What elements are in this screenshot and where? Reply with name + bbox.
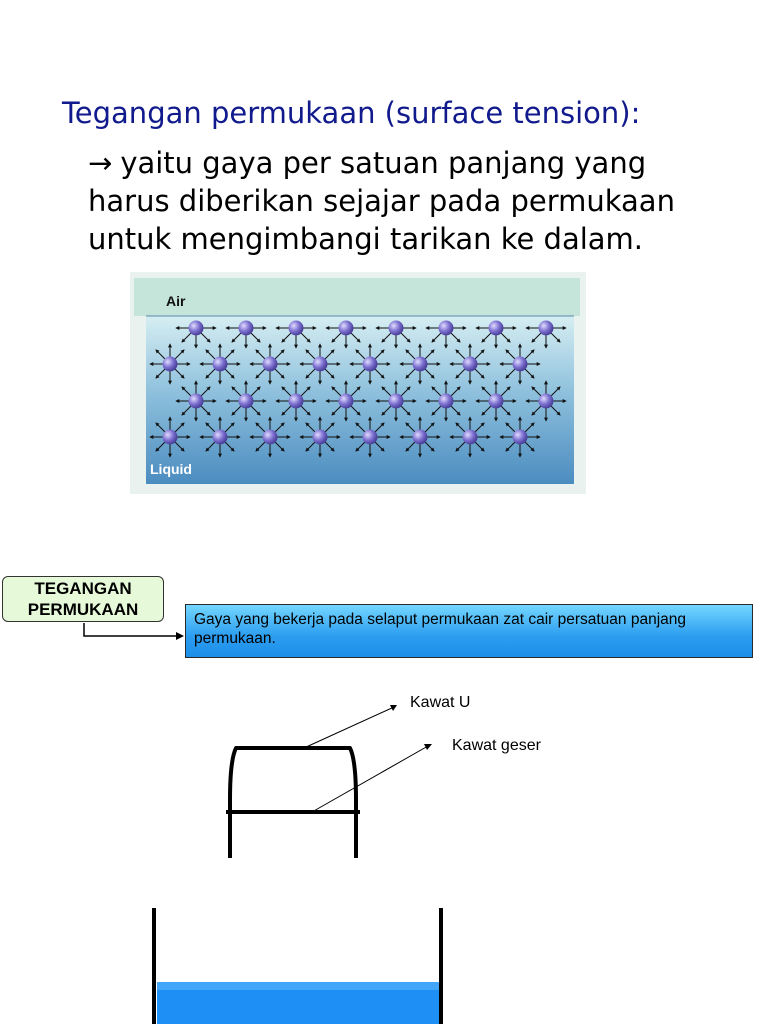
molecule	[450, 344, 490, 384]
label-u-wire: Kawat U	[410, 694, 471, 711]
molecule-sphere	[489, 321, 504, 336]
molecule	[500, 417, 540, 457]
molecule	[476, 381, 516, 421]
molecule-sphere	[163, 357, 178, 372]
molecule-sphere	[313, 430, 328, 445]
molecule-sphere	[339, 394, 354, 409]
molecule-sphere	[363, 430, 378, 445]
liquid-label: Liquid	[150, 461, 192, 477]
molecule-sphere	[513, 430, 528, 445]
molecule-sphere	[463, 357, 478, 372]
pointer-slide-wire	[312, 746, 428, 812]
molecule-sphere	[313, 357, 328, 372]
molecule	[350, 417, 390, 457]
label-slide-wire: Kawat geser	[452, 737, 541, 754]
molecule	[526, 381, 566, 421]
molecule-sphere	[413, 357, 428, 372]
molecule	[400, 344, 440, 384]
molecule-sphere	[339, 321, 354, 336]
molecule-sphere	[163, 430, 178, 445]
molecule	[450, 417, 490, 457]
air-label: Air	[166, 293, 186, 309]
molecule	[350, 344, 390, 384]
arrow-right-icon: →	[88, 146, 113, 180]
molecule-sphere	[189, 321, 204, 336]
molecule-sphere	[539, 321, 554, 336]
air-band	[134, 278, 580, 316]
molecule-sphere	[289, 321, 304, 336]
definition-line-2: harus diberikan sejajar pada permukaan	[88, 184, 675, 218]
molecule-sphere	[263, 357, 278, 372]
molecule-sphere	[389, 394, 404, 409]
molecule-sphere	[239, 321, 254, 336]
molecule-sphere	[263, 430, 278, 445]
molecule-sphere	[213, 430, 228, 445]
molecule	[500, 344, 540, 384]
molecule	[200, 344, 240, 384]
definition-line-3: untuk mengimbangi tarikan ke dalam.	[88, 222, 644, 256]
molecule-sphere	[189, 394, 204, 409]
molecule	[200, 417, 240, 457]
molecule-sphere	[439, 394, 454, 409]
u-wire	[230, 748, 356, 858]
tag-connector	[84, 623, 182, 636]
molecule-diagram	[130, 272, 586, 494]
molecule-sphere	[489, 394, 504, 409]
pointer-slide-wire-arrowhead	[424, 744, 432, 750]
molecule	[276, 381, 316, 421]
concept-tag-line-1: TEGANGAN	[34, 579, 132, 598]
molecule-sphere	[463, 430, 478, 445]
molecule	[226, 381, 266, 421]
molecule-sphere	[413, 430, 428, 445]
molecule	[300, 344, 340, 384]
molecule	[400, 417, 440, 457]
molecule-sphere	[289, 394, 304, 409]
concept-tag-line-2: PERMUKAAN	[27, 600, 139, 619]
molecule-sphere	[439, 321, 454, 336]
molecule	[326, 381, 366, 421]
apparatus-diagram	[0, 560, 768, 1024]
molecule-sphere	[363, 357, 378, 372]
definition-text	[88, 144, 748, 258]
molecule	[150, 344, 190, 384]
molecule	[300, 417, 340, 457]
molecule-sphere	[513, 357, 528, 372]
molecule	[250, 344, 290, 384]
molecule-sphere	[213, 357, 228, 372]
molecule-diagram-svg	[130, 272, 586, 494]
molecule	[426, 381, 466, 421]
molecule	[250, 417, 290, 457]
connector-arrowhead	[176, 632, 184, 640]
molecule-sphere	[539, 394, 554, 409]
molecule	[376, 381, 416, 421]
molecule-sphere	[389, 321, 404, 336]
molecule-sphere	[239, 394, 254, 409]
concept-definition-box: Gaya yang bekerja pada selaput permukaan zat cair persatuan panjang permukaan.	[185, 604, 753, 658]
molecule	[150, 417, 190, 457]
molecule	[176, 381, 216, 421]
slide-title: Tegangan permukaan (surface tension):	[62, 96, 641, 130]
liquid-surface	[157, 982, 439, 990]
definition-line-1: → yaitu gaya per satuan panjang yang	[88, 146, 647, 180]
pointer-u-wire	[304, 707, 394, 748]
